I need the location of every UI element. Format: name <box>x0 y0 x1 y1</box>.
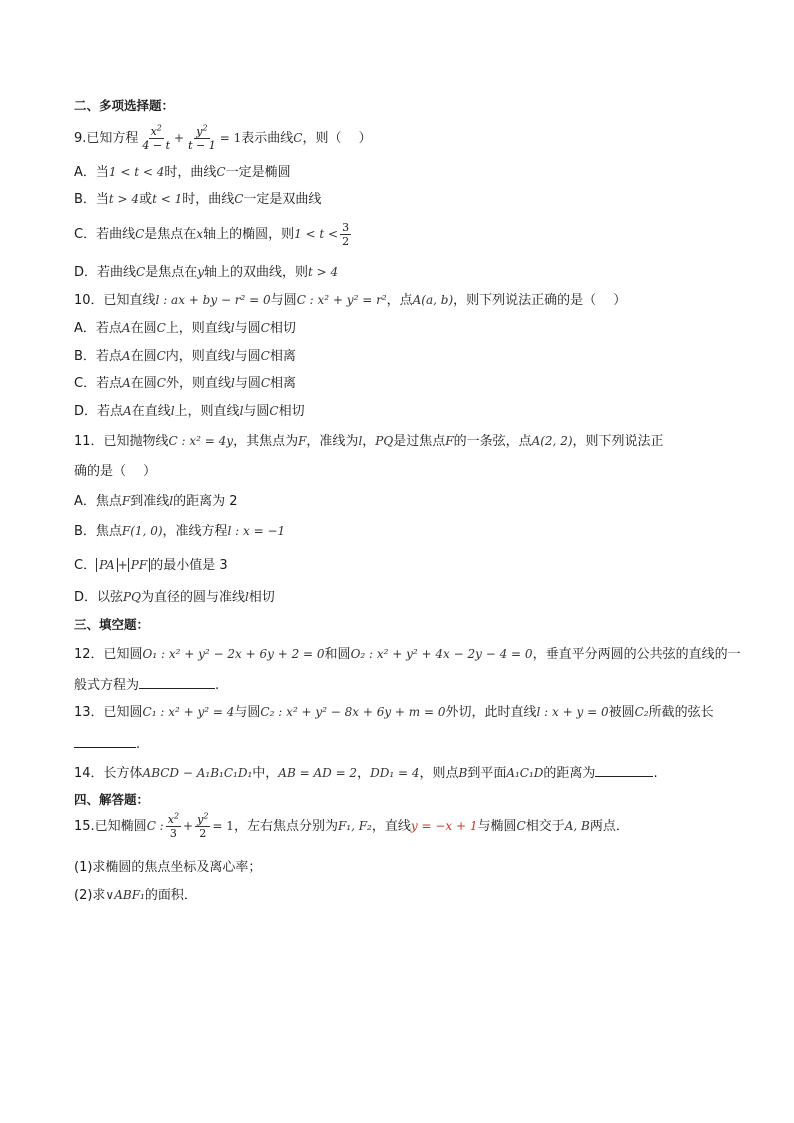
section-heading-3: 三、填空题： <box>74 617 150 632</box>
answer-blank[interactable] <box>595 762 653 777</box>
q15-part1: (1)求椭圆的焦点坐标及离心率； <box>74 860 262 875</box>
q15-part2: (2)求∨ABF₁的面积． <box>74 888 197 903</box>
q11-stem: 11．已知抛物线C : x² = 4y，其焦点为F，准线为l，PQ是过焦点F的一条弦，点A(2, 2)，则下列说法正 <box>74 434 664 449</box>
answer-blank[interactable] <box>139 674 215 689</box>
section-heading-2: 二、多项选择题： <box>74 98 175 113</box>
q10-option-c: C．若点A在圆C外，则直线l与圆C相离 <box>74 376 297 391</box>
fraction: $\frac{x^2}{3}$ <box>167 811 180 840</box>
q10-option-d: D．若点A在直线l上，则直线l与圆C相切 <box>74 404 305 419</box>
q15-stem: 15.已知椭圆C : $\frac{x^2}{3}$ + $\frac{y^2}{2}$ = 1，左右焦点分别为F₁, F₂，直线y = −x + 1与椭圆C相交于A, B两点． <box>74 811 629 840</box>
q12-line2: 般式方程为 . <box>74 674 219 695</box>
q9-stem: 9.已知方程 $\frac{x^2}{4 - t}$ + $\frac{y^2}{t - 1}$ = 1表示曲线C，则（ ） <box>74 123 372 152</box>
fraction: $\frac{y^2}{2}$ <box>197 811 209 840</box>
q11-stem-line2: 确的是（ ） <box>74 464 157 479</box>
q10-stem: 10．已知直线l : ax + by − r² = 0与圆C : x² + y² = r²，点A(a, b)，则下列说法正确的是（ ） <box>74 293 627 308</box>
q9-option-c: C．若曲线C是焦点在x轴上的椭圆，则1 < t < $\frac{3}{2}$ <box>74 221 350 248</box>
q13-stem: 13．已知圆C₁ : x² + y² = 4与圆C₂ : x² + y² − 8x + 6y + m = 0外切，此时直线l : x + y = 0被圆C₂所截的弦长 <box>74 705 714 720</box>
q11-option-b: B．焦点F(1, 0)，准线方程l : x = −1 <box>74 524 286 539</box>
fraction: $\frac{y^2}{t - 1}$ <box>188 123 216 152</box>
q14-stem: 14．长方体ABCD − A₁B₁C₁D₁中，AB = AD = 2，DD₁ = 4，则点B到平面A₁C₁D的距离为 . <box>74 762 658 783</box>
fraction: $\frac{3}{2}$ <box>342 221 350 248</box>
q12-stem: 12．已知圆O₁ : x² + y² − 2x + 6y + 2 = 0和圆O₂ : x² + y² + 4x − 2y − 4 = 0，垂直平分两圆的公共弦的直线的一 <box>74 647 741 662</box>
section-heading-4: 四、解答题： <box>74 792 150 807</box>
answer-blank[interactable] <box>74 733 136 748</box>
q11-option-c: C． PA + PF 的最小值是 3 <box>74 558 228 573</box>
q13-line2: . <box>74 733 140 754</box>
fraction: $\frac{x^2}{4 - t}$ <box>142 123 171 152</box>
q10-option-b: B．若点A在圆C内，则直线l与圆C相离 <box>74 349 296 364</box>
q11-option-a: A．焦点F到准线l的距离为 2 <box>74 494 238 509</box>
q9-option-b: B．当t > 4或t < 1时，曲线C一定是双曲线 <box>74 192 322 207</box>
q10-option-a: A．若点A在圆C上，则直线l与圆C相切 <box>74 321 296 336</box>
q11-option-d: D．以弦PQ为直径的圆与准线l相切 <box>74 590 275 605</box>
q9-option-a: A．当1 < t < 4时，曲线C一定是椭圆 <box>74 165 291 180</box>
q9-option-d: D．若曲线C是焦点在y轴上的双曲线，则t > 4 <box>74 265 339 280</box>
